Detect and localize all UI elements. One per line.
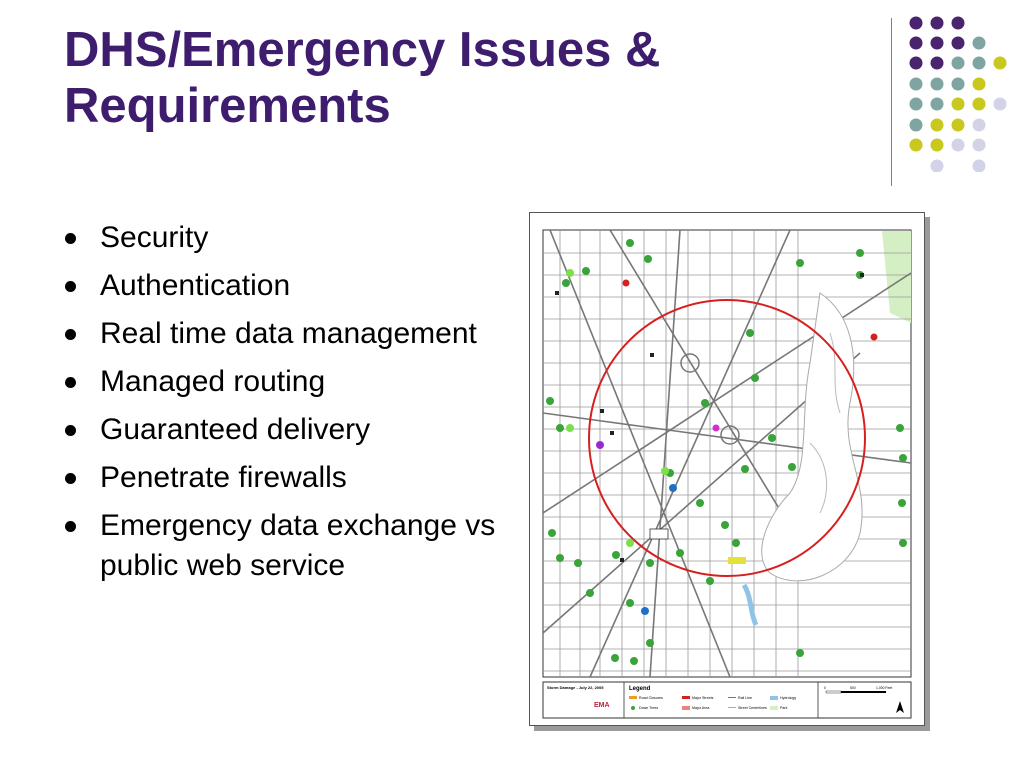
title-divider	[891, 18, 892, 186]
slide-title	[64, 22, 824, 134]
bullet-text: Authentication	[100, 269, 291, 302]
bullet-item-managed-routing	[64, 362, 504, 402]
legend-item-road-closures: Road Closures	[639, 696, 663, 700]
scale-label-1000: 1,000 Feet	[876, 686, 893, 690]
bullet-text: Emergency data exchange vs public web service	[100, 509, 496, 582]
storm-damage-map	[529, 212, 925, 726]
bullet-text: Security	[100, 221, 209, 254]
bullet-item-emergency-data-exchange	[64, 506, 504, 586]
legend-item-street-centerlines: Street Centerlines	[738, 706, 767, 710]
bullet-item-real-time-data	[64, 314, 504, 354]
bullet-text: Penetrate firewalls	[100, 461, 347, 494]
scale-label-500: 500	[850, 686, 856, 690]
agency-logo: EMA	[594, 702, 610, 709]
bullet-text: Managed routing	[100, 365, 326, 398]
bullet-list	[64, 218, 504, 594]
bullet-item-penetrate-firewalls	[64, 458, 504, 498]
map-graphic	[530, 213, 924, 725]
legend-item-down-trees: Down Trees	[639, 706, 659, 710]
bullet-dot-icon	[65, 281, 76, 292]
map-title: Storm Damage - July 22, 2005	[547, 685, 604, 690]
legend-item-major-area: Major Area	[692, 706, 710, 710]
bullet-dot-icon	[65, 233, 76, 244]
bullet-dot-icon	[65, 521, 76, 532]
bullet-text: Guaranteed delivery	[100, 413, 371, 446]
legend-item-hydrology: Hydrology	[780, 696, 797, 700]
legend-title: Legend	[629, 686, 651, 692]
scale-label-0: 0	[824, 686, 826, 690]
slide-title-line-1: DHS/Emergency Issues &	[64, 23, 661, 77]
bullet-dot-icon	[65, 329, 76, 340]
slide-title-line-2: Requirements	[64, 79, 391, 133]
decorative-dot-grid	[904, 12, 1014, 172]
bullet-dot-icon	[65, 425, 76, 436]
bullet-dot-icon	[65, 473, 76, 484]
bullet-item-security	[64, 218, 504, 258]
legend-item-park: Park	[780, 706, 788, 710]
bullet-item-authentication	[64, 266, 504, 306]
bullet-item-guaranteed-delivery	[64, 410, 504, 450]
bullet-dot-icon	[65, 377, 76, 388]
map-legend	[543, 682, 911, 718]
bullet-text: Real time data management	[100, 317, 477, 350]
legend-item-major-streets: Major Streets	[692, 696, 714, 700]
legend-item-rail-line: Rail Line	[738, 696, 752, 700]
